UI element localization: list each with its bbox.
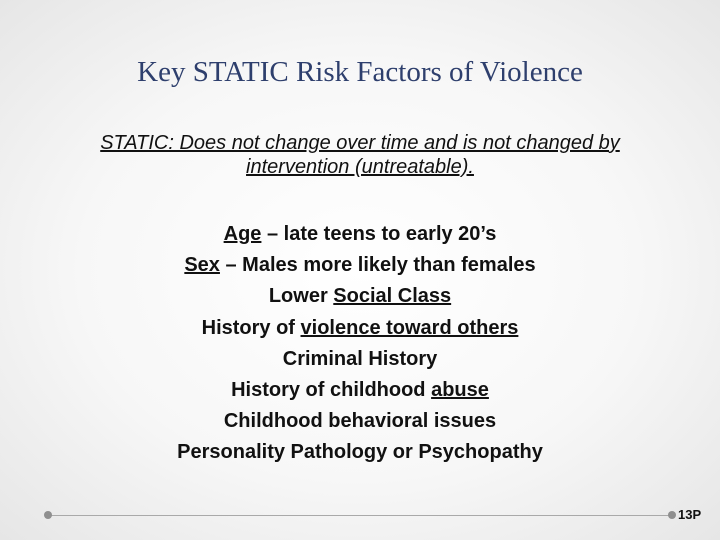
risk-factor-social-class: [0, 281, 720, 312]
footer-right-dot-icon: [668, 511, 676, 519]
factor-underlined-text: violence toward others: [300, 316, 519, 339]
factor-text: Personality Pathology or Psychopathy: [177, 441, 543, 464]
factor-underlined-text: Sex: [184, 254, 220, 277]
risk-factor-age: [0, 219, 720, 250]
factor-text: – late teens to early 20’s: [261, 223, 497, 245]
footer-divider: [48, 515, 672, 516]
factor-underlined-text: abuse: [431, 379, 489, 402]
slide-title: Key STATIC Risk Factors of Violence: [137, 56, 583, 88]
factor-underlined-text: Age: [223, 223, 262, 245]
footer-left-dot-icon: [44, 511, 52, 519]
factor-underlined-text: Social Class: [333, 285, 452, 308]
factor-text: Criminal History: [282, 347, 438, 370]
definition-line-1: STATIC: Does not change over time and is not changed by: [100, 132, 620, 154]
page-number: 13P: [678, 507, 702, 522]
risk-factor-list: [0, 219, 720, 469]
risk-factor-personality-pathology: [0, 437, 720, 468]
risk-factor-sex: [0, 250, 720, 281]
factor-text: – Males more likely than females: [219, 254, 536, 277]
factor-text: History of: [201, 316, 301, 339]
definition-line-2: intervention (untreatable).: [246, 156, 474, 178]
risk-factor-criminal-history: [0, 344, 720, 375]
factor-text: Childhood behavioral issues: [223, 410, 497, 433]
risk-factor-behavioral-issues: [0, 406, 720, 437]
risk-factor-childhood-abuse: [0, 375, 720, 406]
factor-text: History of childhood: [231, 379, 432, 402]
static-definition: [30, 131, 690, 179]
risk-factor-violence-history: [0, 313, 720, 344]
factor-text: Lower: [268, 285, 334, 308]
